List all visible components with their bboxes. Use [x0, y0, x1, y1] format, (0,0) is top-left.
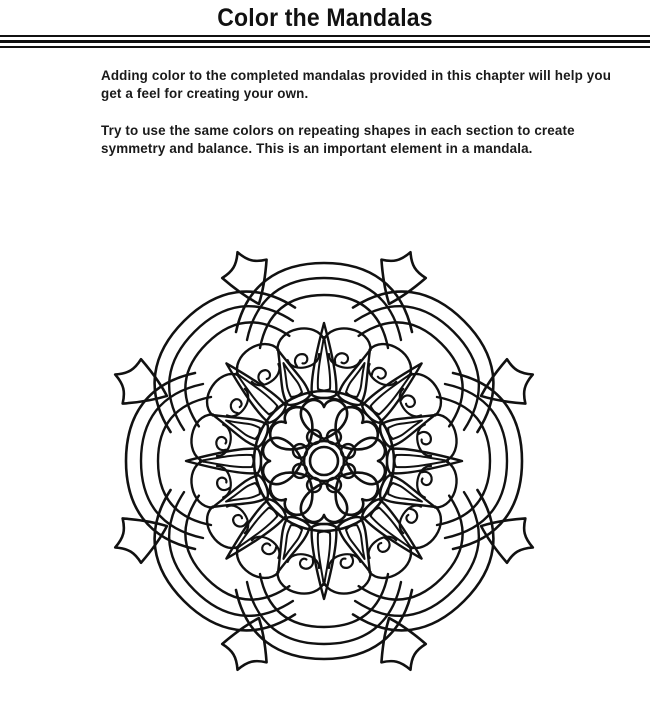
outer-petal: [126, 373, 211, 549]
outer-petal-arc-middle: [140, 277, 293, 430]
star-petal: [312, 524, 337, 599]
outer-petal-arc-outer: [126, 373, 195, 549]
star-petal: [360, 355, 431, 426]
title-rule-middle: [0, 40, 650, 43]
star-petal-outline: [312, 524, 337, 599]
star-petal: [186, 449, 261, 474]
outer-petal-arc-inner: [359, 298, 487, 426]
outer-petal: [236, 574, 412, 659]
star-petal-outline: [360, 497, 431, 568]
star-petal: [312, 323, 337, 398]
scallop-line: [187, 460, 213, 510]
scallop-line: [435, 411, 461, 461]
curl-line: [215, 436, 229, 451]
star-petal: [208, 404, 270, 449]
outer-petal-arc-middle: [355, 492, 508, 645]
curl-line: [299, 556, 314, 570]
scallop-arc: [187, 460, 213, 510]
star-petal-outline: [337, 345, 382, 407]
mandala-illustration: [97, 234, 551, 688]
scallop-line: [274, 324, 324, 350]
title-rule-bottom: [0, 46, 650, 48]
inner-ring-group: [254, 391, 394, 531]
scallop-line: [435, 460, 461, 510]
scallop-line: [187, 411, 213, 461]
outer-petal-arc-inner: [161, 298, 289, 426]
scallop-arc: [274, 572, 324, 598]
scallop-arc: [187, 411, 213, 461]
scallop-line: [323, 572, 373, 598]
title-rule-top: [0, 35, 650, 37]
curl-line: [419, 471, 433, 486]
curl-line: [334, 352, 349, 366]
inner-ring-outer: [254, 391, 394, 531]
center-core-inner: [310, 447, 338, 475]
star-petal: [218, 497, 289, 568]
star-petal: [387, 449, 462, 474]
inner-ring-inner: [261, 398, 387, 524]
outer-petal-arc-inner: [161, 496, 289, 624]
scallop-arc: [274, 324, 324, 350]
curl-line: [418, 431, 432, 446]
star-petal-outline: [218, 497, 289, 568]
star-petal-outline: [360, 355, 431, 426]
page-title: Color the Mandalas: [217, 4, 433, 32]
scallop-arc: [323, 324, 373, 350]
star-petal: [218, 355, 289, 426]
star-petal-outline: [218, 355, 289, 426]
scallop-arc: [435, 460, 461, 510]
instruction-paragraph-2: Try to use the same colors on repeating shapes in each section to create symmetry and balance. This is an important element in a mandala.: [101, 123, 575, 156]
star-petal-outline: [387, 449, 462, 474]
star-petal-outline: [267, 514, 312, 576]
outer-petal-arc-middle: [355, 277, 508, 430]
outer-petal-arc-outer: [236, 590, 412, 659]
scallop-line: [323, 324, 373, 350]
outer-petal-arc-outer: [453, 373, 522, 549]
star-petal-outline: [377, 474, 439, 519]
curl-line: [294, 353, 309, 367]
outer-petal-arc-inner: [359, 496, 487, 624]
star-petal: [377, 474, 439, 519]
star-petal-outline: [186, 449, 261, 474]
scallop-arc: [435, 411, 461, 461]
star-petal-outline: [312, 323, 337, 398]
star-petal: [337, 345, 382, 407]
outer-petal-arc-outer: [236, 263, 412, 332]
center-core-group: [304, 441, 344, 481]
scallop-line: [274, 572, 324, 598]
instruction-paragraph-1: Adding color to the completed mandalas provided in this chapter will help you get a feel for creating your own.: [101, 68, 612, 101]
curl-line: [340, 555, 355, 569]
mandala-svg: [97, 234, 551, 688]
star-petal: [360, 497, 431, 568]
outer-petal: [236, 263, 412, 348]
outer-petal-arc-middle: [140, 492, 293, 645]
star-petal-outline: [208, 404, 270, 449]
outer-petal: [437, 373, 522, 549]
star-petal: [267, 514, 312, 576]
curl-line: [216, 477, 230, 492]
scallop-arc: [323, 572, 373, 598]
